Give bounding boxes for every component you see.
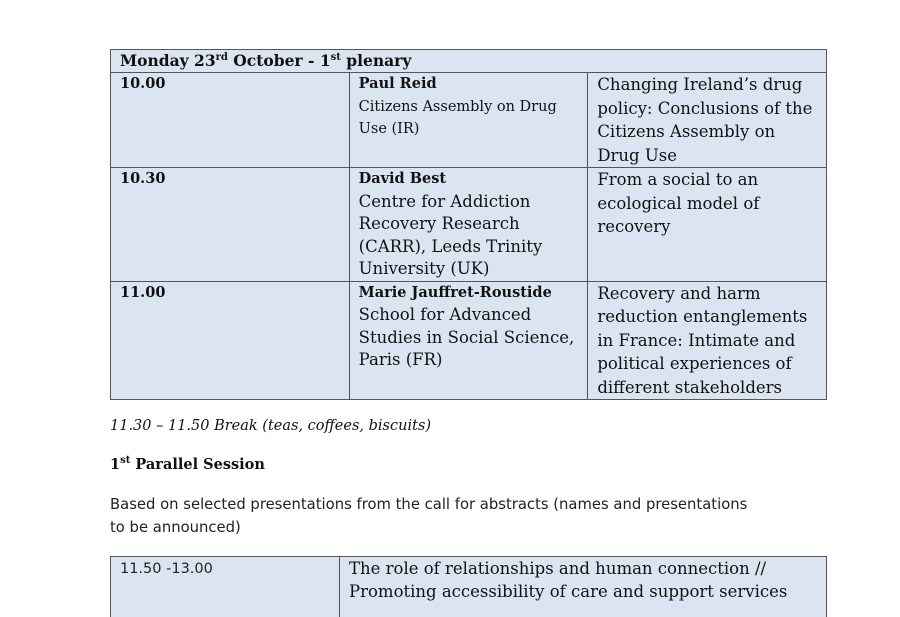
- speaker-name: Marie Jauffret-Roustide: [359, 282, 588, 305]
- plenary-heading-row: [111, 50, 827, 73]
- speaker-name: Paul Reid: [359, 73, 588, 96]
- table-row: [111, 73, 827, 168]
- session-time: 10.30: [111, 168, 350, 282]
- table-row: [111, 557, 827, 617]
- talk-title: Changing Ireland’s drug policy: Conclusions of the Citizens Assembly on Drug Use: [588, 73, 827, 168]
- speaker-cell: [349, 281, 588, 400]
- speaker-name: David Best: [359, 168, 588, 191]
- table-row: [111, 168, 827, 282]
- talk-title: From a social to an ecological model of recovery: [588, 168, 827, 282]
- parallel-session-note: Based on selected presentations from the call for abstracts (names and presentations to be announced): [110, 493, 750, 539]
- parallel-session-heading: 1st Parallel Session: [110, 456, 265, 473]
- talk-title: Recovery and harm reduction entanglements in France: Intimate and political experiences of different stakeholders: [588, 281, 827, 400]
- speaker-cell: [349, 168, 588, 282]
- plenary-schedule-table: [110, 49, 827, 400]
- session-time: 11.50 -13.00: [111, 557, 340, 617]
- session-time: 11.00: [111, 281, 350, 400]
- speaker-cell: [349, 73, 588, 168]
- parallel-schedule-table: [110, 556, 827, 617]
- speaker-affiliation: School for Advanced Studies in Social Science, Paris (FR): [359, 304, 588, 372]
- session-time: 10.00: [111, 73, 350, 168]
- session-title: The role of relationships and human connection // Promoting accessibility of care and support services: [340, 557, 827, 617]
- break-notice: 11.30 – 11.50 Break (teas, coffees, biscuits): [110, 418, 431, 434]
- speaker-affiliation: Centre for Addiction Recovery Research (CARR), Leeds Trinity University (UK): [359, 191, 588, 281]
- speaker-affiliation: Citizens Assembly on Drug Use (IR): [359, 96, 588, 141]
- table-row: [111, 281, 827, 400]
- plenary-heading: Monday 23rd October - 1st plenary: [111, 50, 827, 73]
